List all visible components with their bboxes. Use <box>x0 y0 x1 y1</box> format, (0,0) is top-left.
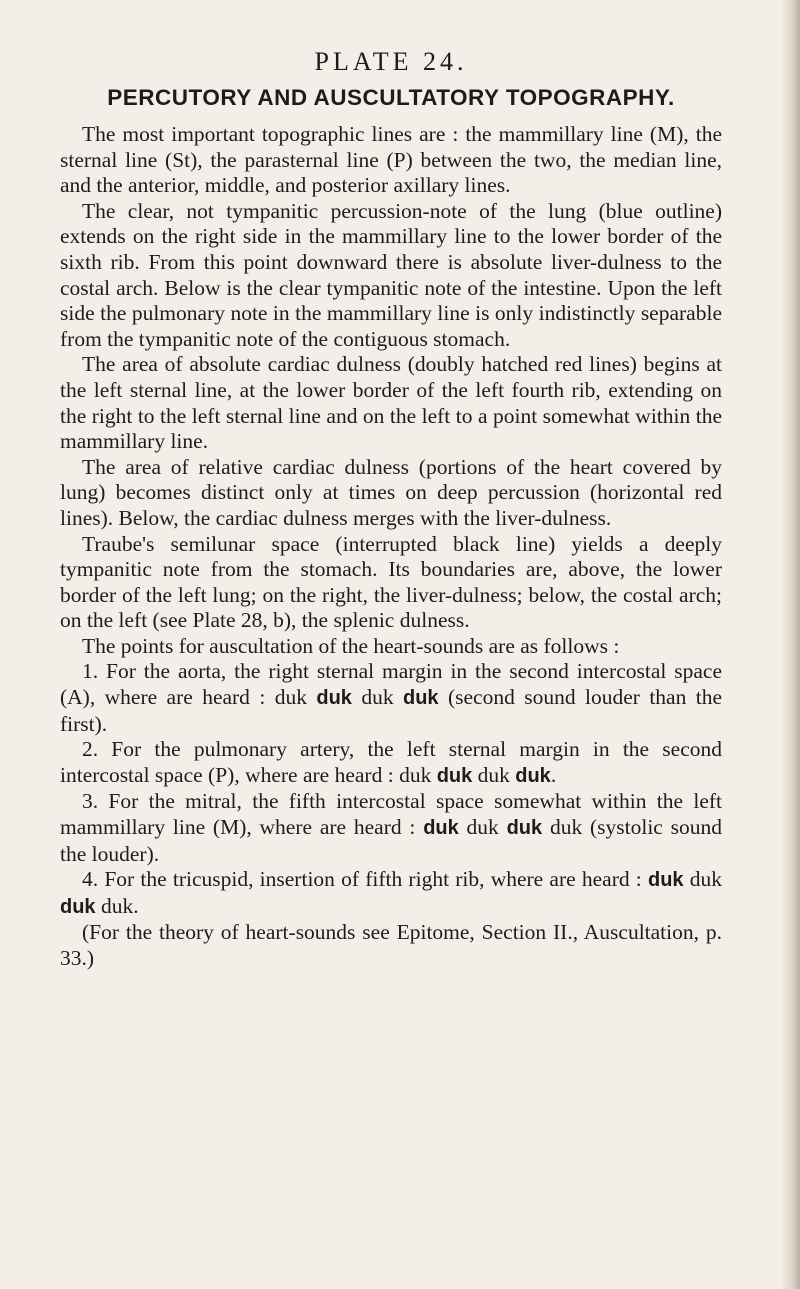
heart-sound: duk <box>100 893 134 918</box>
heart-sound: duk <box>477 762 510 787</box>
auscultation-point-note: . <box>133 893 139 918</box>
heart-sound-loud: duk <box>506 817 543 840</box>
auscultation-point-note: (second sound louder than the first). <box>60 685 723 736</box>
auscultation-point-note: (systolic sound the louder). <box>60 815 723 866</box>
paragraph-relative-cardiac-dulness: The area of relative cardiac dulness (portions of the heart covered by lung) becomes distinct only at times on deep percussion (horizontal red lines). Below, the cardiac dulness merges with the liver-dulness. <box>60 454 722 530</box>
heart-sound-loud: duk <box>436 764 473 787</box>
plate-title: PLATE 24. <box>314 47 468 76</box>
heart-sound: duk <box>361 685 394 710</box>
page-edge <box>786 0 800 1289</box>
paragraph-topographic-lines: The most important topographic lines are : the mammillary line (M), the sternal line (St), the parasternal line (P) between the two, the median line, and the anterior, middle, and posterior axillary lines. <box>60 122 722 198</box>
heart-sounds <box>275 685 439 709</box>
footnote-reference: (For the theory of heart-sounds see Epitome, Section II., Auscultation, p. 33.) <box>60 920 722 970</box>
auscultation-point-aorta <box>60 659 722 737</box>
auscultation-point-mitral <box>60 789 722 867</box>
auscultation-point-text: 2. For the pulmonary artery, the left sternal margin in the second intercostal space (P), where are heard : <box>60 737 722 787</box>
auscultation-point-pulmonary <box>60 737 722 789</box>
paragraph-traube-space: Traube's semilunar space (interrupted black line) yields a deeply tympanitic note from the stomach. Its boundaries are, above, the lower border of the left lung; on the right, the liver-dulness; below, the costal arch; on the left (see Plate 28, b), the splenic dulness. <box>60 531 722 633</box>
heart-sound: duk <box>274 685 307 710</box>
heart-sound: duk <box>466 815 499 840</box>
auscultation-point-text: 3. For the mitral, the fifth intercostal space somewhat within the left mammillary line (M), where are heard : <box>60 789 722 840</box>
heart-sound: duk <box>399 762 432 787</box>
heart-sound-loud: duk <box>648 869 684 892</box>
section-heading: PERCUTORY AND AUSCULTATORY TOPOGRAPHY. <box>107 85 675 110</box>
auscultation-point-note: . <box>550 762 557 787</box>
heart-sound-loud: duk <box>316 687 352 710</box>
paragraph-absolute-cardiac-dulness: The area of absolute cardiac dulness (doubly hatched red lines) begins at the left sternal line, at the lower border of the left fourth rib, extending on the right to the left sternal line and on the left to a point somewhat within the mammillary line. <box>60 352 722 454</box>
paragraph-auscultation-intro: The points for auscultation of the heart-sounds are as follows : <box>82 633 620 658</box>
heart-sound: duk <box>549 815 583 840</box>
heart-sound: duk <box>689 867 723 892</box>
paragraph-lung-percussion: The clear, not tympanitic percussion-note of the lung (blue outline) extends on the right side in the mammillary line to the lower border of the sixth rib. From this point downward there is absolute liver-dulness to the costal arch. Below is the clear tympanitic note of the intestine. Upon the left side the pulmonary note in the mammillary line is only indistinctly separable from the tympanitic note of the contiguous stomach. <box>60 198 722 351</box>
heart-sound-loud: duk <box>423 817 459 840</box>
page-content <box>60 46 722 972</box>
auscultation-point-text: 4. For the tricuspid, insertion of fifth right rib, where are heard : <box>82 867 648 892</box>
heart-sound-loud: duk <box>60 895 96 918</box>
heart-sounds <box>399 763 551 787</box>
heart-sound-loud: duk <box>515 764 551 787</box>
heart-sound-loud: duk <box>403 687 439 710</box>
auscultation-point-tricuspid <box>60 867 722 920</box>
auscultation-point-text: 1. For the aorta, the right sternal margin in the second intercostal space (A), where are heard : <box>60 659 722 710</box>
heart-sounds <box>423 815 582 839</box>
